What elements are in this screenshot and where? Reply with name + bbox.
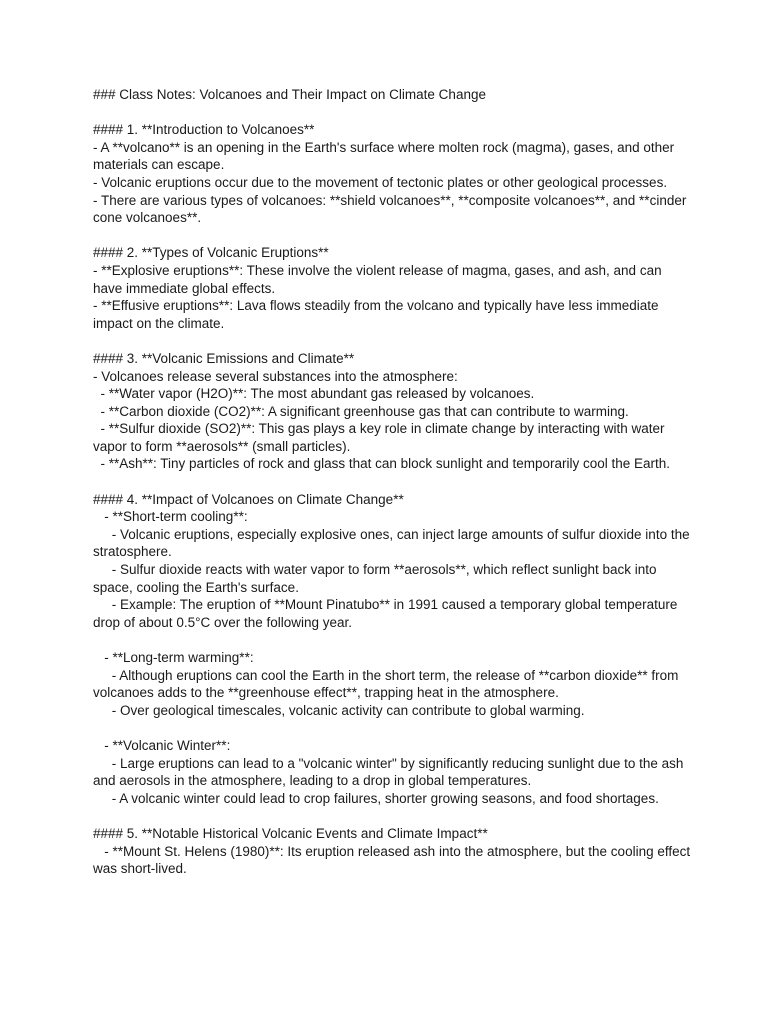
list-item: - **Water vapor (H2O)**: The most abundant gas released by volcanoes. xyxy=(93,386,535,402)
section-heading: #### 1. **Introduction to Volcanoes** xyxy=(93,122,315,138)
spacer xyxy=(93,227,693,245)
document-title: ### Class Notes: Volcanoes and Their Impact on Climate Change xyxy=(93,87,486,102)
spacer xyxy=(93,807,693,825)
list-item: - Large eruptions can lead to a "volcanic winter" by significantly reducing sunlight due to the ash and aerosols in the atmosphere, leading to a drop in global temperatures. xyxy=(93,755,688,789)
list-item: - **Volcanic Winter**: xyxy=(93,737,231,753)
list-item: - Volcanic eruptions, especially explosive ones, can inject large amounts of sulfur dioxide into the stratosphere. xyxy=(93,526,694,560)
list-item: - Although eruptions can cool the Earth in the short term, the release of **carbon dioxide** from volcanoes adds to the **greenhouse effect**, trapping heat in the atmosphere. xyxy=(93,667,683,701)
spacer xyxy=(93,332,693,350)
spacer xyxy=(93,473,693,491)
list-item: - A **volcano** is an opening in the Earth's surface where molten rock (magma), gases, and other materials can escape. xyxy=(93,139,678,173)
list-item: - **Ash**: Tiny particles of rock and glass that can block sunlight and temporarily cool the Earth. xyxy=(93,456,671,472)
list-item: - **Mount St. Helens (1980)**: Its eruption released ash into the atmosphere, but the cooling effect was short-lived. xyxy=(93,843,694,877)
list-item: - **Explosive eruptions**: These involve the violent release of magma, gases, and ash, and can have immediate global effects. xyxy=(93,262,666,296)
list-item: - Volcanic eruptions occur due to the movement of tectonic plates or other geological processes. xyxy=(93,174,668,190)
list-item: - A volcanic winter could lead to crop failures, shorter growing seasons, and food shortages. xyxy=(93,790,659,806)
section-heading: #### 3. **Volcanic Emissions and Climate** xyxy=(93,350,355,366)
spacer xyxy=(93,631,693,649)
section-heading: #### 4. **Impact of Volcanoes on Climate Change** xyxy=(93,491,404,507)
section-heading: #### 5. **Notable Historical Volcanic Events and Climate Impact** xyxy=(93,825,488,841)
spacer xyxy=(93,719,693,737)
list-item: - **Sulfur dioxide (SO2)**: This gas plays a key role in climate change by interacting with water vapor to form **aerosols** (small particles). xyxy=(93,421,669,454)
document-body xyxy=(93,86,693,878)
list-item: - **Carbon dioxide (CO2)**: A significant greenhouse gas that can contribute to warming. xyxy=(93,403,629,419)
list-item: - Over geological timescales, volcanic activity can contribute to global warming. xyxy=(93,702,585,718)
list-item: - **Effusive eruptions**: Lava flows steadily from the volcano and typically have less immediate impact on the climate. xyxy=(93,298,663,331)
list-item: - **Short-term cooling**: xyxy=(93,509,248,525)
list-item: - There are various types of volcanoes: **shield volcanoes**, **composite volcanoes**, and **cinder cone volcanoes**. xyxy=(93,192,691,226)
list-item: - Volcanoes release several substances into the atmosphere: xyxy=(93,368,458,384)
list-item: - Example: The eruption of **Mount Pinatubo** in 1991 caused a temporary global temperature drop of about 0.5°C over the following year. xyxy=(93,597,682,630)
section-heading: #### 2. **Types of Volcanic Eruptions** xyxy=(93,245,329,261)
list-item: - **Long-term warming**: xyxy=(93,650,254,665)
list-item: - Sulfur dioxide reacts with water vapor to form **aerosols**, which reflect sunlight back into space, cooling the Earth's surface. xyxy=(93,562,661,595)
spacer xyxy=(93,104,693,122)
